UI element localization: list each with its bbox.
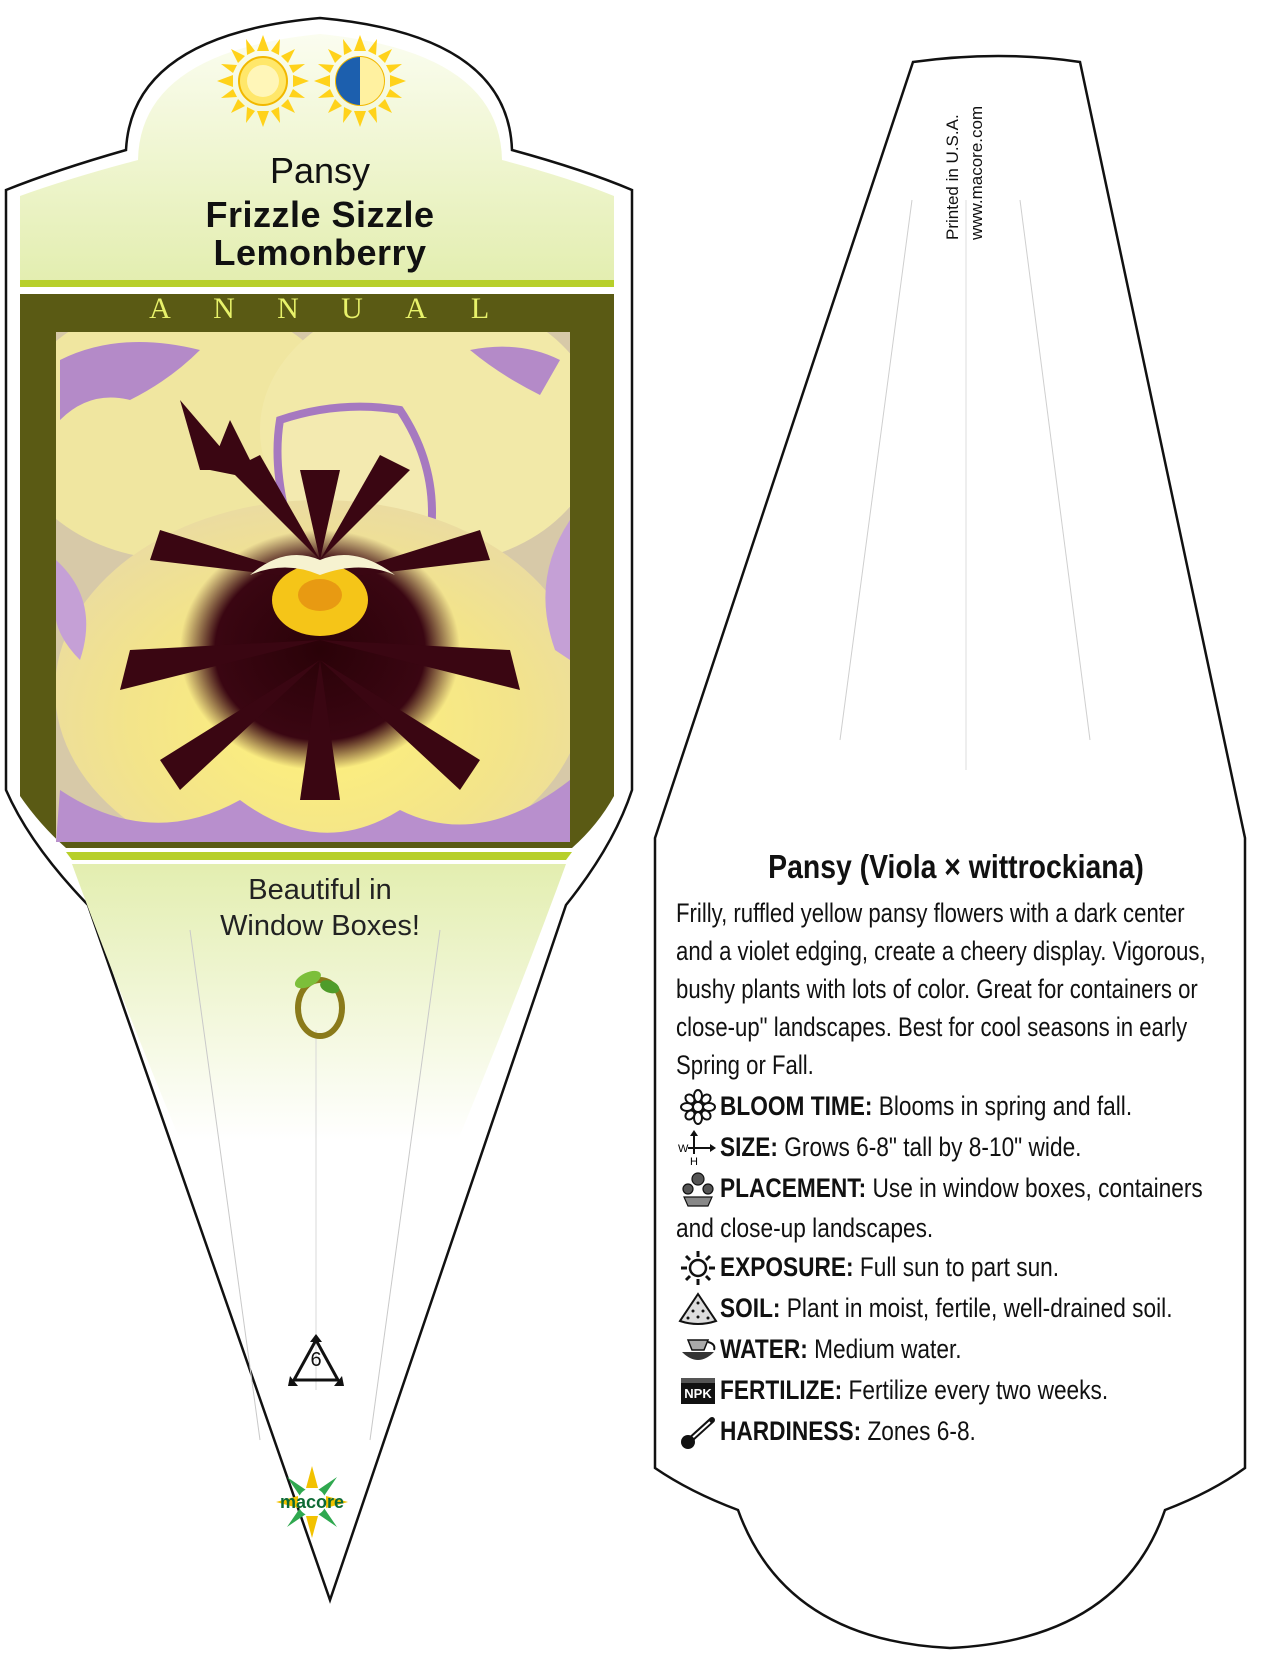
botanical-heading: Pansy (Viola × wittrockiana) bbox=[768, 848, 1144, 885]
attr-water bbox=[676, 1329, 1236, 1370]
size-w-letter: W bbox=[678, 1142, 689, 1155]
description bbox=[676, 894, 1234, 1084]
recycle-number: 6 bbox=[310, 1349, 322, 1371]
attr-label: HARDINESS: bbox=[720, 1416, 862, 1446]
attr-label: EXPOSURE: bbox=[720, 1252, 854, 1282]
flower-icon bbox=[676, 1088, 720, 1126]
attr-value: Zones 6-8. bbox=[867, 1416, 976, 1446]
pansy-photo bbox=[10, 295, 600, 880]
category-letter: N bbox=[277, 292, 299, 325]
attr-value: Fertilize every two weeks. bbox=[848, 1375, 1109, 1405]
description-line: close-up" landscapes. Best for cool seasons in early bbox=[676, 1012, 1188, 1042]
attr-label: BLOOM TIME: bbox=[720, 1091, 873, 1121]
tagline-line2: Window Boxes! bbox=[220, 910, 420, 942]
description-line: Frilly, ruffled yellow pansy flowers with a dark center bbox=[676, 898, 1185, 928]
npk-text: NPK bbox=[681, 1378, 714, 1404]
attr-label: WATER: bbox=[720, 1334, 808, 1364]
size-arrows-icon bbox=[676, 1129, 720, 1167]
attr-value: Medium water. bbox=[814, 1334, 962, 1364]
attr-exposure bbox=[676, 1247, 1236, 1288]
category-letter: L bbox=[470, 292, 490, 325]
attr-value: Full sun to part sun. bbox=[859, 1252, 1060, 1282]
tagline-line1: Beautiful in bbox=[248, 874, 392, 906]
attr-fertilize bbox=[676, 1370, 1236, 1411]
attr-value: Plant in moist, fertile, well-drained soil. bbox=[786, 1293, 1173, 1323]
variety-name-line2: Lemonberry bbox=[213, 232, 427, 273]
placement-icon bbox=[676, 1170, 720, 1208]
attr-continuation: and close-up landscapes. bbox=[676, 1213, 934, 1243]
attr-value: Grows 6-8" tall by 8-10" wide. bbox=[784, 1132, 1082, 1162]
attr-label: PLACEMENT: bbox=[720, 1173, 867, 1203]
plant-category bbox=[20, 292, 620, 326]
attr-label: SIZE: bbox=[720, 1132, 778, 1162]
attr-size bbox=[676, 1127, 1236, 1168]
category-letter: U bbox=[341, 292, 363, 325]
attr-value: Use in window boxes, containers bbox=[872, 1173, 1203, 1203]
category-letter: A bbox=[149, 292, 171, 325]
variety-name-line1: Frizzle Sizzle bbox=[205, 194, 435, 235]
common-name: Pansy bbox=[269, 150, 371, 191]
printed-in-usa: Printed in U.S.A. bbox=[943, 114, 962, 240]
attr-soil bbox=[676, 1288, 1236, 1329]
npk-icon bbox=[676, 1372, 720, 1410]
category-letter: A bbox=[405, 292, 427, 325]
brand-name: macore bbox=[279, 1492, 345, 1512]
water-icon bbox=[676, 1331, 720, 1369]
attr-label: FERTILIZE: bbox=[720, 1375, 843, 1405]
description-line: and a violet edging, create a cheery display. Vigorous, bbox=[676, 936, 1206, 966]
attr-bloom-time bbox=[676, 1086, 1236, 1127]
thermometer-icon bbox=[676, 1413, 720, 1451]
attr-hardiness bbox=[676, 1411, 1236, 1452]
soil-icon bbox=[676, 1290, 720, 1328]
description-line: Spring or Fall. bbox=[676, 1050, 814, 1080]
attr-value: Blooms in spring and fall. bbox=[878, 1091, 1133, 1121]
back-content bbox=[676, 848, 1236, 1452]
category-letter: N bbox=[213, 292, 235, 325]
sun-icon bbox=[676, 1249, 720, 1287]
attr-placement bbox=[676, 1168, 1236, 1209]
size-h-letter: H bbox=[690, 1155, 698, 1166]
description-line: bushy plants with lots of color. Great for containers or bbox=[676, 974, 1198, 1004]
attr-label: SOIL: bbox=[720, 1293, 781, 1323]
website: www.macore.com bbox=[967, 105, 986, 240]
